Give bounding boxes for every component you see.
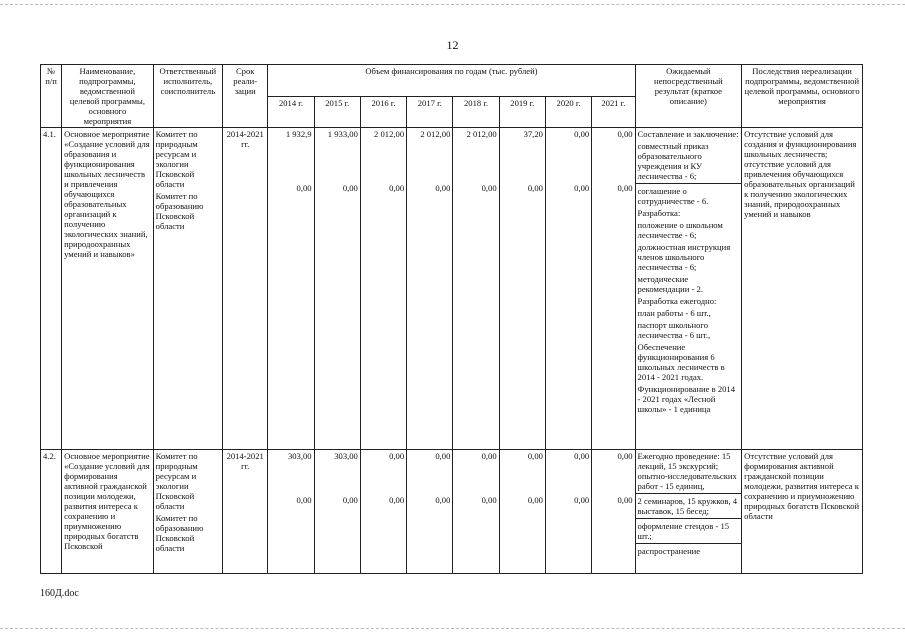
- row-term: 2014-2021 гг.: [223, 128, 268, 450]
- result-item: план работы - 6 шт.,: [637, 308, 711, 318]
- funding-cell: 0,00 0,00: [545, 128, 591, 450]
- header-year: 2016 г.: [360, 96, 406, 128]
- header-row-1: [41, 65, 863, 97]
- table-row: [41, 128, 863, 450]
- funding-cell: 0,00 0,00: [499, 450, 545, 574]
- row-consequence: Отсутствие условий для создания и функционирования школьных лесничеств; отсутствие условий для привлечения обучающихся образовательных организаций к получению экологических знаний, природоохранных умений и навыков: [742, 128, 863, 450]
- result-item: паспорт школьного лесничества - 6 шт.,: [637, 320, 711, 340]
- header-year: 2019 г.: [499, 96, 545, 128]
- file-name-footer: 160Д.doc: [40, 588, 79, 599]
- funding-cell: 303,00 0,00: [268, 450, 314, 574]
- responsible-1: Комитет по природным ресурсам и экологии Псковской области: [155, 129, 198, 189]
- funding-cell: 37,20 0,00: [499, 128, 545, 450]
- funding-cell: 0,00 0,00: [592, 450, 635, 574]
- result-item: Обеспечение функционирования 6 школьных лесничеств в 2014 - 2021 годах.: [637, 342, 725, 382]
- responsible-1: Комитет по природным ресурсам и экологии Псковской области: [155, 451, 198, 511]
- row-num: 4.2.: [41, 450, 62, 574]
- header-consequences: Последствия нереализации подпрограммы, ведомственной целевой программы, основного мероприятия: [742, 65, 863, 128]
- table-row: [41, 450, 863, 574]
- result-item: Разработка ежегодно:: [637, 296, 717, 306]
- header-year: 2020 г.: [545, 96, 591, 128]
- funding-cell: 303,00 0,00: [314, 450, 360, 574]
- result-item: оформление стендов - 15 шт.;: [637, 521, 730, 541]
- scan-edge-bottom: [0, 628, 905, 630]
- row-results: [635, 450, 742, 574]
- row-consequence: Отсутствие условий для формирования активной гражданской позиции молодежи, развития интереса к сохранению и приумножению природных богатств Псковской области: [742, 450, 863, 574]
- responsible-2: Комитет по образованию Псковской области: [155, 513, 204, 553]
- result-item: должностная инструкция членов школьного лесничества - 6;: [637, 242, 731, 272]
- result-item: распространение: [637, 546, 701, 556]
- header-year: 2015 г.: [314, 96, 360, 128]
- funding-cell: 0,00 0,00: [592, 128, 635, 450]
- result-item: Ежегодно проведение: 15 лекций, 15 экскурсий; опытно-исследовательских работ - 15 единиц,: [637, 451, 737, 491]
- header-name: Наименование, подпрограммы, ведомственной целевой программы, основного мероприятия: [62, 65, 154, 128]
- row-responsible: [153, 128, 222, 450]
- header-funding: Объем финансирования по годам (тыс. рублей): [268, 65, 635, 97]
- result-item: Функционирование в 2014 - 2021 годах «Лесной школы» - 1 единица: [637, 384, 736, 414]
- result-item: 2 семинаров, 15 кружков, 4 выставок, 15 бесед;: [637, 496, 738, 516]
- funding-cell: 2 012,00 0,00: [407, 128, 453, 450]
- page-number: 12: [446, 38, 459, 52]
- row-name: Основное мероприятие «Создание условий для формирования активной гражданской позиции молодежи, развития интереса к сохранению и приумножению природных богатств Псковской: [62, 450, 154, 574]
- result-item: соглашение о сотрудничестве - 6.: [637, 186, 709, 206]
- header-year: 2017 г.: [407, 96, 453, 128]
- result-item: совместный приказ образовательного учреждения и КУ лесничества - 6;: [637, 141, 709, 181]
- row-term: 2014-2021 гг.: [223, 450, 268, 574]
- result-item: Разработка:: [637, 208, 681, 218]
- header-year: 2018 г.: [453, 96, 499, 128]
- row-responsible: [153, 450, 222, 574]
- header-responsible: Ответственный исполнитель, соисполнитель: [153, 65, 222, 128]
- funding-cell: 1 933,00 0,00: [314, 128, 360, 450]
- header-year: 2021 г.: [592, 96, 635, 128]
- program-table: [40, 64, 863, 574]
- result-item: положение о школьном лесничестве - 6;: [637, 220, 723, 240]
- row-name: Основное мероприятие «Создание условий для образования и функционирования школьных лесничеств и привлечения обучающихся образовательных организаций к получению экологических знаний, природоохранных умений и навыков»: [62, 128, 154, 450]
- row-results: [635, 128, 742, 450]
- funding-cell: 0,00 0,00: [545, 450, 591, 574]
- funding-cell: 0,00 0,00: [407, 450, 453, 574]
- header-expected: Ожидаемый непосредственный результат (краткое описание): [635, 65, 742, 128]
- row-num: 4.1.: [41, 128, 62, 450]
- result-item: Составление и заключение:: [637, 129, 739, 139]
- header-term: Срок реали-зации: [223, 65, 268, 128]
- funding-cell: 2 012,00 0,00: [453, 128, 499, 450]
- funding-cell: 1 932,9 0,00: [268, 128, 314, 450]
- funding-cell: 0,00 0,00: [360, 450, 406, 574]
- scan-edge-top: [0, 4, 905, 6]
- result-item: методические рекомендации - 2.: [637, 274, 703, 294]
- header-year: 2014 г.: [268, 96, 314, 128]
- responsible-2: Комитет по образованию Псковской области: [155, 191, 204, 231]
- funding-cell: 0,00 0,00: [453, 450, 499, 574]
- funding-cell: 2 012,00 0,00: [360, 128, 406, 450]
- header-num: № п/п: [41, 65, 62, 128]
